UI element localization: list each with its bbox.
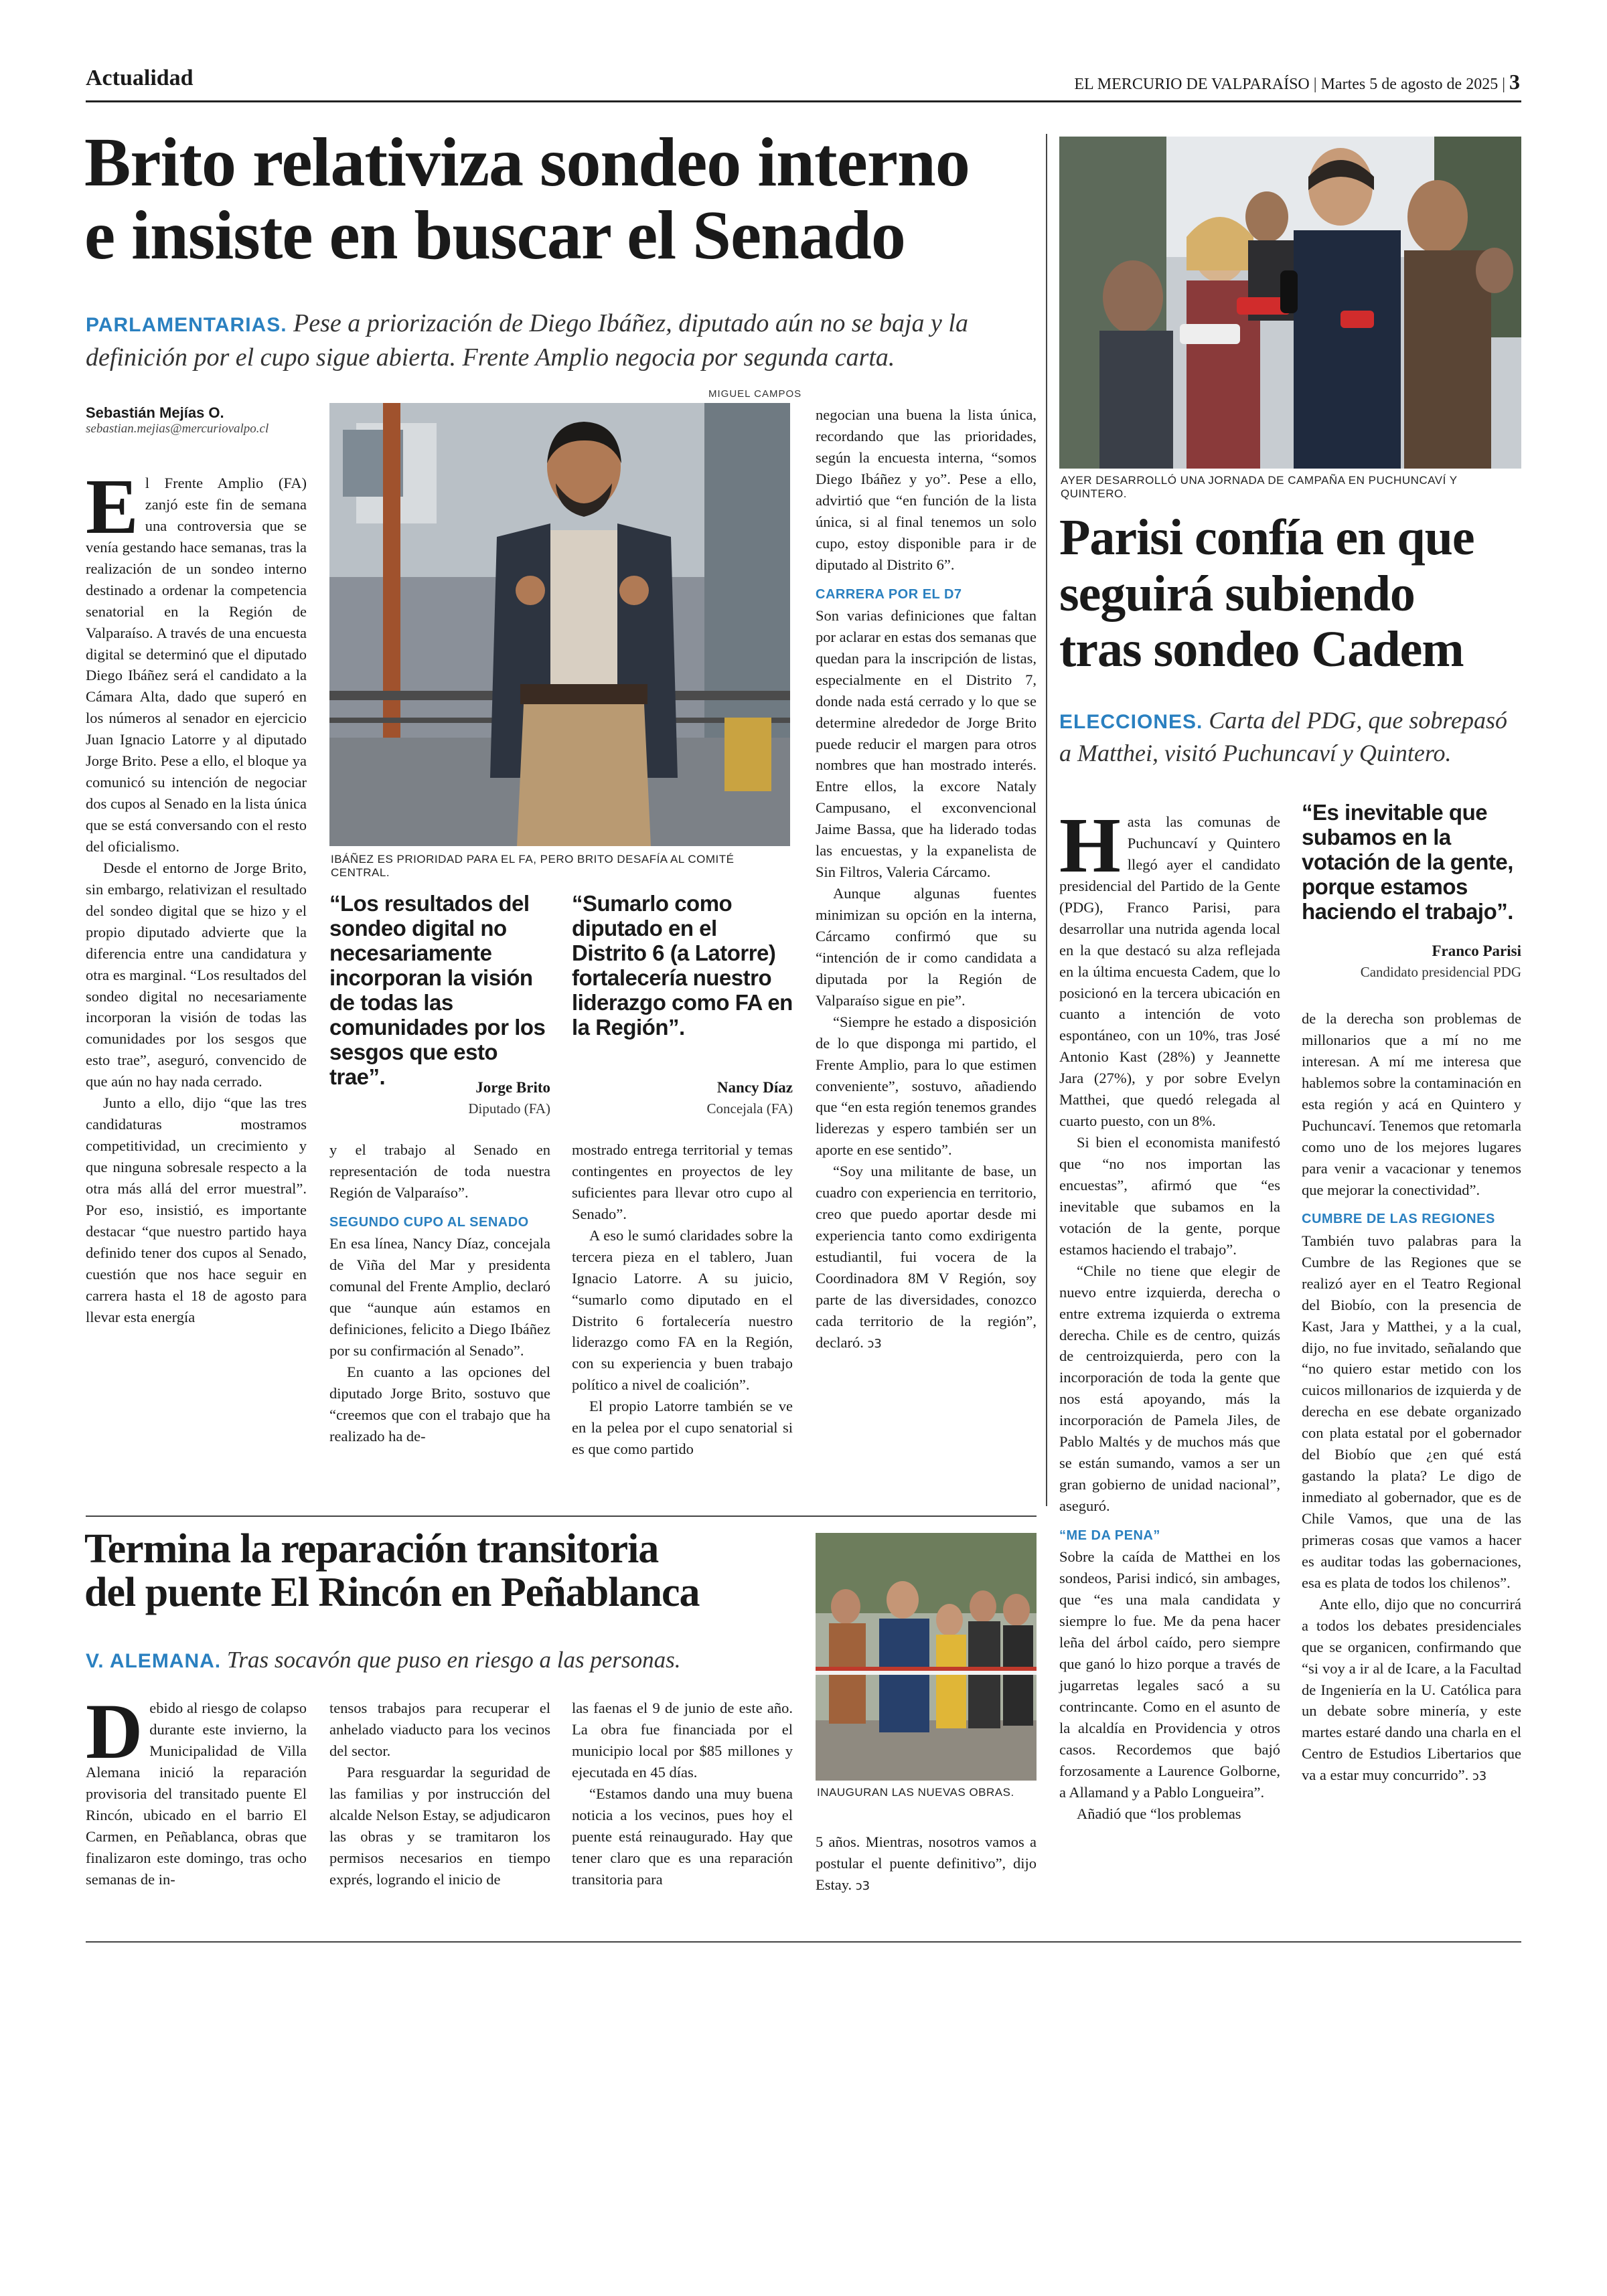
story1-byline — [86, 404, 300, 436]
story1-column-1: El Frente Amplio (FA) zanjó este fin de semana una controversia que se venía gestando hace semanas, tras la realización de un sondeo interno destinado a ordenar la competencia senatorial en la Región de Valparaíso. A través de una encuesta digital se determinó que el diputado Diego Ibáñez será el candidato a la Cámara Alta, dado que superó en los números al senador en ejercicio Juan Ignacio Latorre y al diputado Jorge Brito. Pese a ello, el bloque ya comunicó su intención de negociar dos cupos al Senado en la lista única que se está conversando con el resto del oficialismo. Desde el entorno de Jorge Brito, sin embargo, relativizan el resultado del sondeo digital que se hizo y el propio diputado advierte que la diferencia entre una candidatura y otra es marginal. “Los resultados del sondeo digital no necesariamente incorporan la visión de todas las comunidades por los sesgos que esto trae”, aseguró, convencido de que aún no hay nada cerrado. Junto a ello, dijo “que las tres candidaturas mostramos competitividad, un crecimiento y que ninguna sobresale respecto a la otra más allá del error muestral”. Por eso, insistió, es importante destacar “que nuestro partido haya definido tener dos cupos al Senado, cuestión que nos hace seguir en carrera hasta el 18 de agosto para llevar esta energía — [86, 463, 307, 1325]
end-mark-icon: ↄ3 — [855, 1878, 870, 1893]
story1-column-2: y el trabajo al Senado en representación de toda nuestra Región de Valparaíso”. SEGUNDO CUPO AL SENADO En esa línea, Nancy Díaz, concejala de Viña del Mar y presidenta comunal del Frente Amplio, declaró que “aunque aún estamos en definiciones, felicito a Diego Ibáñez por su confirmación al Senado”. En cuanto a las opciones del diputado Jorge Brito, sostuvo que “creemos que con el trabajo que ha realizado ha de- — [329, 1141, 550, 1445]
dropcap: D — [86, 1688, 143, 1775]
story3-kicker: V. ALEMANA. — [86, 1650, 222, 1672]
bridge-inauguration-image — [816, 1533, 1037, 1781]
ibanez-portrait-image — [329, 403, 790, 846]
story1-photo — [329, 403, 790, 846]
story1-column-3: mostrado entrega territorial y temas contingentes en proyectos de ley suficientes para llevar otro cupo al Senado”. A eso le sumó claridades sobre la tercera pieza en el tablero, Juan Ignacio Latorre. A su juicio, “sumarlo como diputado en el Distrito 6 fortalecería nuestro liderazgo como FA en la Región, con su experiencia y buen trabajo político a nivel de coalición”. El propio Latorre también se ve en la pelea por el cupo senatorial si es que como partido — [572, 1141, 793, 1458]
story3-photo — [816, 1533, 1037, 1781]
quote-name: Jorge Brito — [475, 1079, 550, 1096]
quote-role: Concejala (FA) — [706, 1100, 793, 1117]
pull-quote-brito: “Los resultados del sondeo digital no necesariamente incorporan la visión de todas las comunidades por los sesgos que esto trae”. — [329, 891, 546, 1089]
story3-column-3: las faenas el 9 de junio de este año. La obra fue financiada por el municipio local por $85 millones y ejecutada en 45 días. “Estamos dando una muy buena noticia a los vecinos, pues hoy el puente está reinaugurado. Hay que tener claro que es una reparación transitoria para — [572, 1700, 793, 1888]
subhead-carrera-d7: CARRERA POR EL D7 — [816, 586, 962, 602]
story1-deck — [86, 307, 1037, 376]
end-mark-icon: ↄ3 — [1472, 1769, 1487, 1784]
pull-quote-parisi: “Es inevitable que subamos en la votación de la gente, porque estamos haciendo el trabajo”. — [1302, 800, 1513, 924]
newspaper-name: EL MERCURIO DE VALPARAÍSO — [1074, 76, 1310, 93]
story2-column-2: de la derecha son problemas de millonarios que a mí no me interesan. A mí me interesa que hablemos sobre la contaminación en esta región y acá en Quintero y Puchuncaví. Tenemos que retomarla como uno de los mejores lugares para venir a vacacionar y tenemos que mejorar la conectividad”. CUMBRE DE LAS REGIONES También tuvo palabras para la Cumbre de las Regiones que se realizó ayer en el Teatro Regional del Biobío, con la presencia de Kast, Jara y Matthei, y a la cual, dijo, no fue invitado, señalando que “no quiero estar metido con los cuicos millonarios de izquierda y de derecha en ese debate organizado con plata estatal por el gobernador del Biobío que ¿en qué está gastando la plata? Le digo de inmediato al gobernador, que es de Chile Vamos, que una de las primeras cosas que vamos a hacer es auditar todas las gobernaciones, esa es plata de todos los chilenos”. Ante ello, dijo que no concurrirá a todos los debates presidenciales que se organicen, confirmando que “si voy a ir al de Icare, a la Facultad de Ingeniería en la U. Católica para un debate sobre minería, y este martes estaré dando una charla en el Centro de Estudios Libertarios que va a estar muy concurrido”. ↄ3 — [1302, 1010, 1521, 1784]
story1-column-4: negocian una buena la lista única, recordando que las prioridades, según la encuesta interna, “somos Diego Ibáñez y yo”. Pese a ello, advirtió que “en función de la lista única, si al final tenemos un solo cupo, estoy disponible para ir de diputado al Distrito 6”. CARRERA POR EL D7 Son varias definiciones que faltan por aclarar en estas dos semanas que quedan para la inscripción de listas, especialmente en el Distrito 7, donde nada está cerrado y lo que se determine alrededor de Jorge Brito puede reducir el margen para otros nombres que han mostrado interés. Entre ellos, la excore Nataly Campusano, el exconvencional Jaime Bassa, que ha liderado todas las encuestas, y la expanelista de Sin Filtros, Valeria Cárcamo. Aunque algunas fuentes minimizan su opción en la interna, Cárcamo confirmó que su “intención de ir como candidata a diputada por la Región de Valparaíso sigue en pie”. “Siempre he estado a disposición de lo que disponga mi partido, el Frente Amplio, para lo que estimen conveniente”, sostuvo, añadiendo que “en esta región tenemos grandes liderezas y espero también ser un aporte en ese sentido”. “Soy una militante de base, un cuadro con experiencia en territorio, creo que puedo aportar desde mi experiencia tanto como exdirigenta estudiantil, fui vocera de la Coordinadora 8M V Región, soy parte de las diversidades, conozco cada territorio de la región”, declaró. ↄ3 — [816, 406, 1037, 1351]
story3-headline: Termina la reparación transitoria del puente El Rincón en Peñablanca — [84, 1526, 700, 1616]
header-rule — [86, 100, 1521, 102]
story3-deck — [86, 1644, 809, 1675]
subhead-segundo-cupo: SEGUNDO CUPO AL SENADO — [329, 1214, 529, 1230]
story2-headline: Parisi confía en que seguirá subiendo tras sondeo Cadem — [1059, 509, 1474, 678]
story2-photo — [1059, 137, 1521, 469]
story1-kicker: PARLAMENTARIAS. — [86, 314, 287, 336]
story1-photo-caption: IBÁÑEZ ES PRIORIDAD PARA EL FA, PERO BRITO DESAFÍA AL COMITÉ CENTRAL. — [331, 853, 735, 879]
story3-photo-caption: INAUGURAN LAS NUEVAS OBRAS. — [817, 1786, 1014, 1799]
pull-quote-diaz: “Sumarlo como diputado en el Distrito 6 (a Latorre) fortalecería nuestro liderazgo como FA en la Región”. — [572, 891, 793, 1040]
story2-deck — [1059, 704, 1521, 769]
author-name: Sebastián Mejías O. — [86, 404, 224, 421]
story3-top-rule — [86, 1515, 1037, 1517]
photo-credit: MIGUEL CAMPOS — [708, 388, 802, 400]
story3-column-4: 5 años. Mientras, nosotros vamos a postular el puente definitivo”, dijo Estay. ↄ3 — [816, 1833, 1037, 1893]
column-divider — [1046, 134, 1047, 1506]
parisi-campaign-image — [1059, 137, 1521, 469]
subhead-cumbre-regiones: CUMBRE DE LAS REGIONES — [1302, 1212, 1495, 1227]
story3-column-2: tensos trabajos para recuperar el anhelado viaducto para los vecinos del sector. Para resguardar la seguridad de las familias y por instrucción del alcalde Nelson Estay, se adjudicaron las obras y se tramitaron los permisos necesarios en tiempo exprés, logrando el inicio de — [329, 1700, 550, 1888]
dropcap: E — [86, 463, 139, 550]
story2-column-1: Hasta las comunas de Puchuncaví y Quintero llegó ayer el candidato presidencial del Partido de la Gente (PDG), Franco Parisi, para desarrollar una nutrida agenda local en la que destacó su alza reflejada en la última encuesta Cadem, que lo posicionó en la tercera ubicación en cuanto a intención de voto espontáneo, con un 10%, tras José Antonio Kast (28%) y Jeannette Jara (27%), y por sobre Evelyn Matthei, que quedó relegada al cuarto puesto, con un 8%. Si bien el economista manifestó que “no nos importan las encuestas”, afirmó que “es inevitable que subamos en la votación de la gente, porque estamos haciendo el trabajo”. “Chile no tiene que elegir de nuevo entre izquierda, derecha o entre extrema izquierda o extrema derecha. Chile es de centro, quizás de centroizquierda, pero con la incorporación de toda la gente que nos está apoyando, más la incorporación de Pamela Jiles, de Pablo Maltés y de muchos más que se están sumando, vamos a ser un gran gobierno de unidad nacional”, aseguró. “ME DA PENA” Sobre la caída de Matthei en los sondeos, Parisi indicó, sin ambages, que “es una mala candidata y siempre lo fue. Me da pena hacer leña del árbol caído, pero siempre que ganó lo hizo porque a través de jugarretas legales sacó a su contrincante. Como en el asunto de la alcaldía en Providencia y otros casos. Recordemos que bajó forzosamente a Laurence Golborne, a Allamand y a Pablo Longueira”. Añadió que “los problemas — [1059, 801, 1280, 1822]
page-bottom-rule — [86, 1941, 1521, 1943]
masthead: EL MERCURIO DE VALPARAÍSO | Martes 5 de agosto de 2025 | 3 — [1074, 70, 1520, 94]
story3-deck-text: Tras socavón que puso en riesgo a las personas. — [226, 1647, 681, 1673]
author-email: sebastian.mejias@mercuriovalpo.cl — [86, 422, 269, 436]
quote-role: Diputado (FA) — [468, 1100, 550, 1117]
page-number: 3 — [1509, 70, 1520, 94]
dropcap: H — [1059, 801, 1121, 889]
story1-headline: Brito relativiza sondeo interno e insiste en buscar el Senado — [84, 124, 970, 274]
subhead-me-da-pena: “ME DA PENA” — [1059, 1528, 1160, 1543]
end-mark-icon: ↄ3 — [867, 1336, 882, 1351]
quote-role: Candidato presidencial PDG — [1360, 964, 1521, 980]
story2-photo-caption: AYER DESARROLLÓ UNA JORNADA DE CAMPAÑA EN PUCHUNCAVÍ Y QUINTERO. — [1061, 474, 1458, 500]
story3-column-1: Debido al riesgo de colapso durante este invierno, la Municipalidad de Villa Alemana inició la reparación provisoria del transitado puente El Rincón, ubicado en el barrio El Carmen, en Peñablanca, obras que finalizaron este domingo, tras ocho semanas de in- — [86, 1688, 307, 1888]
quote-name: Nancy Díaz — [716, 1079, 793, 1096]
story2-deck-text: Carta del PDG, que sobrepasó a Matthei, visitó Puchuncaví y Quintero. — [1059, 707, 1508, 766]
story2-kicker: ELECCIONES. — [1059, 711, 1203, 733]
story1-deck-text: Pese a priorización de Diego Ibáñez, diputado aún no se baja y la definición por el cupo sigue abierta. Frente Amplio negocia por segunda carta. — [86, 309, 968, 372]
publication-date: Martes 5 de agosto de 2025 — [1320, 76, 1499, 93]
quote-name: Franco Parisi — [1432, 942, 1521, 959]
section-label: Actualidad — [86, 66, 194, 90]
